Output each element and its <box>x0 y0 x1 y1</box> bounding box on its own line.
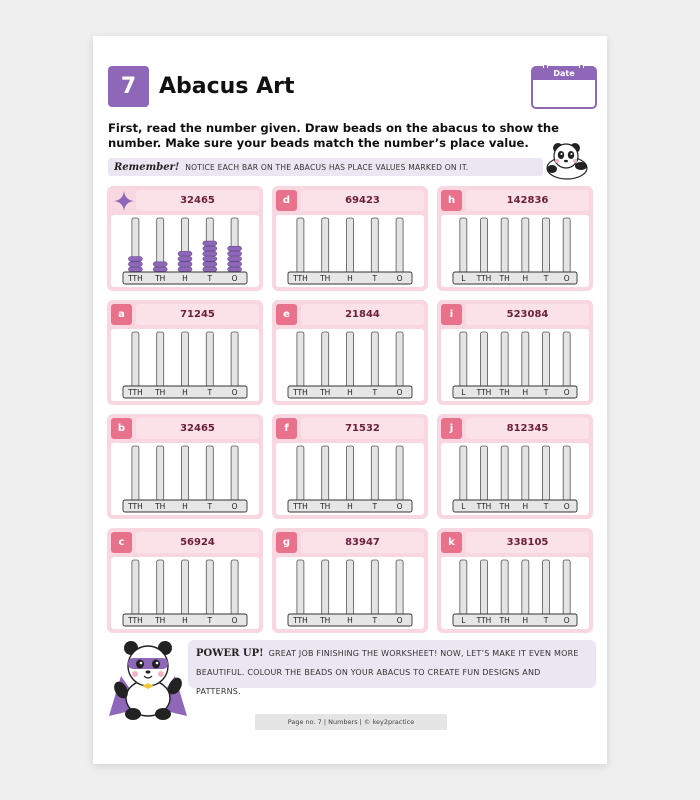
abacus-rod <box>206 332 213 387</box>
abacus-rod <box>322 332 329 387</box>
abacus-card <box>107 300 263 405</box>
abacus-card <box>107 528 263 633</box>
abacus-rod <box>481 560 488 615</box>
abacus-rod <box>396 218 403 273</box>
abacus-area[interactable] <box>111 443 259 515</box>
abacus-area[interactable] <box>276 329 424 401</box>
place-value-label: O <box>231 502 238 511</box>
place-value-label: T <box>372 274 378 283</box>
place-value-label: TTH <box>476 388 492 397</box>
place-value-label: H <box>522 616 529 625</box>
abacus-rod <box>347 446 354 501</box>
powerup-text: GREAT JOB FINISHING THE WORKSHEET! NOW, LET’S MAKE IT EVEN MORE BEAUTIFUL. COLOUR THE BEADS ON YOUR ABACUS TO CREATE FUN DESIGNS AND PATTERNS. <box>196 649 579 696</box>
abacus-rod <box>563 218 570 273</box>
card-number: 812345 <box>466 418 589 439</box>
abacus-bead <box>178 251 192 256</box>
abacus-bead <box>128 267 142 272</box>
place-value-label: H <box>182 388 188 397</box>
place-value-label: O <box>396 274 403 283</box>
abacus <box>276 557 424 629</box>
place-value-label: L <box>461 616 466 625</box>
panda-icon <box>541 136 591 180</box>
abacus-card <box>272 414 428 519</box>
card-number: 32465 <box>136 190 259 211</box>
place-value-label: H <box>182 274 188 283</box>
abacus-rod <box>182 332 189 387</box>
activity-number-badge: 7 <box>108 66 149 107</box>
abacus-rod <box>481 332 488 387</box>
place-value-label: H <box>347 502 353 511</box>
place-value-label: T <box>543 274 549 283</box>
abacus <box>276 329 424 401</box>
abacus-area[interactable] <box>276 557 424 629</box>
abacus-rod <box>297 560 304 615</box>
card-number: 21844 <box>301 304 424 325</box>
place-value-label: T <box>372 616 378 625</box>
card-number: 71245 <box>136 304 259 325</box>
abacus-rod <box>481 446 488 501</box>
place-value-label: H <box>347 616 353 625</box>
abacus-card <box>437 528 593 633</box>
place-value-label: TTH <box>293 616 308 625</box>
place-value-label: TH <box>320 274 331 283</box>
abacus-card <box>437 300 593 405</box>
card-letter-badge: c <box>111 532 132 553</box>
place-value-label: H <box>522 274 529 283</box>
date-label: Date <box>533 68 595 80</box>
place-value-label: TH <box>155 502 166 511</box>
place-value-label: T <box>543 388 549 397</box>
abacus-base <box>453 500 577 512</box>
abacus-bead <box>203 257 217 262</box>
place-value-label: L <box>461 274 466 283</box>
powerup-box <box>188 640 596 696</box>
remember-banner <box>108 158 543 176</box>
abacus-rod <box>396 560 403 615</box>
place-value-label: TTH <box>128 388 143 397</box>
abacus-bead <box>228 257 242 262</box>
abacus-rod <box>132 446 139 501</box>
abacus-bead <box>203 241 217 246</box>
abacus-card <box>437 414 593 519</box>
abacus-rod <box>206 560 213 615</box>
abacus-rod <box>206 446 213 501</box>
abacus <box>276 215 424 287</box>
abacus-bead <box>153 262 167 267</box>
place-value-label: H <box>347 388 353 397</box>
abacus-rod <box>543 446 550 501</box>
abacus-bead <box>178 267 192 272</box>
abacus-rod <box>501 218 508 273</box>
place-value-label: H <box>182 502 188 511</box>
place-value-label: TTH <box>476 616 492 625</box>
place-value-label: TH <box>320 616 331 625</box>
abacus <box>441 215 589 287</box>
abacus-rod <box>231 446 238 501</box>
place-value-label: T <box>207 388 213 397</box>
abacus-rod <box>231 560 238 615</box>
place-value-label: O <box>396 388 403 397</box>
card-number: 83947 <box>301 532 424 553</box>
place-value-label: T <box>207 274 213 283</box>
abacus <box>111 329 259 401</box>
abacus-rod <box>297 332 304 387</box>
abacus-rod <box>501 560 508 615</box>
card-letter-badge: f <box>276 418 297 439</box>
place-value-label: O <box>563 616 570 625</box>
abacus-bead <box>178 262 192 267</box>
abacus-rod <box>322 560 329 615</box>
abacus-rod <box>347 560 354 615</box>
place-value-label: TTH <box>128 274 143 283</box>
place-value-label: H <box>347 274 353 283</box>
card-number: 32465 <box>136 418 259 439</box>
card-letter-badge: j <box>441 418 462 439</box>
abacus-card <box>272 528 428 633</box>
abacus-rod <box>297 218 304 273</box>
abacus-rod <box>563 446 570 501</box>
place-value-label: TH <box>499 616 510 625</box>
card-number: 338105 <box>466 532 589 553</box>
abacus-rod <box>182 560 189 615</box>
abacus-rod <box>322 218 329 273</box>
abacus <box>441 557 589 629</box>
place-value-label: TH <box>155 616 166 625</box>
place-value-label: L <box>461 388 466 397</box>
place-value-label: TTH <box>293 502 308 511</box>
sparkle-icon <box>113 190 135 212</box>
abacus-rod <box>522 560 529 615</box>
place-value-label: T <box>207 502 213 511</box>
place-value-label: L <box>461 502 466 511</box>
abacus <box>111 215 259 287</box>
abacus-area[interactable] <box>441 557 589 629</box>
abacus-rod <box>522 332 529 387</box>
abacus <box>111 557 259 629</box>
superhero-panda-icon <box>103 636 193 722</box>
place-value-label: TTH <box>293 388 308 397</box>
abacus-rod <box>371 560 378 615</box>
abacus-rod <box>371 218 378 273</box>
abacus-rod <box>460 332 467 387</box>
place-value-label: T <box>543 616 549 625</box>
card-letter-badge: b <box>111 418 132 439</box>
abacus-rod <box>132 332 139 387</box>
powerup-tag: POWER UP! <box>196 648 264 659</box>
abacus-base <box>453 386 577 398</box>
card-number: 71532 <box>301 418 424 439</box>
abacus-card <box>107 186 263 291</box>
abacus <box>441 329 589 401</box>
card-letter-badge: k <box>441 532 462 553</box>
abacus-card <box>437 186 593 291</box>
abacus-rod <box>347 332 354 387</box>
place-value-label: TH <box>155 388 166 397</box>
abacus-card <box>272 186 428 291</box>
abacus-rod <box>460 218 467 273</box>
abacus-rod <box>396 446 403 501</box>
place-value-label: T <box>543 502 549 511</box>
abacus-rod <box>460 560 467 615</box>
card-letter-badge: d <box>276 190 297 211</box>
abacus-rod <box>182 446 189 501</box>
remember-tag: Remember! <box>114 161 180 173</box>
page-footer: Page no. 7 | Numbers | © key2practice <box>255 714 447 730</box>
abacus-area[interactable] <box>276 215 424 287</box>
abacus-base <box>453 614 577 626</box>
abacus-bead <box>228 267 242 272</box>
card-number: 142836 <box>466 190 589 211</box>
abacus-rod <box>322 446 329 501</box>
place-value-label: TH <box>320 388 331 397</box>
abacus-rod <box>543 332 550 387</box>
abacus-bead <box>228 246 242 251</box>
page-title: Abacus Art <box>159 74 295 99</box>
abacus <box>111 443 259 515</box>
abacus-rod <box>563 332 570 387</box>
abacus-rod <box>157 560 164 615</box>
instructions: First, read the number given. Draw beads on the abacus to show the number. Make sure your beads match the number’s place value. <box>108 121 559 150</box>
place-value-label: O <box>231 388 238 397</box>
card-number: 69423 <box>301 190 424 211</box>
card-letter-badge: e <box>276 304 297 325</box>
abacus-rod <box>563 560 570 615</box>
place-value-label: O <box>563 274 570 283</box>
place-value-label: O <box>396 616 403 625</box>
abacus-rod <box>371 332 378 387</box>
abacus-rod <box>543 218 550 273</box>
abacus-bead <box>203 267 217 272</box>
worksheet-page <box>93 36 607 764</box>
place-value-label: TH <box>155 274 166 283</box>
card-number: 523084 <box>466 304 589 325</box>
abacus-rod <box>132 560 139 615</box>
place-value-label: TTH <box>128 616 143 625</box>
abacus-rod <box>371 446 378 501</box>
card-number: 56924 <box>136 532 259 553</box>
abacus-base <box>453 272 577 284</box>
abacus-area[interactable] <box>441 329 589 401</box>
card-letter-badge: g <box>276 532 297 553</box>
card-letter-badge: a <box>111 304 132 325</box>
abacus-rod <box>543 560 550 615</box>
abacus-area[interactable] <box>441 215 589 287</box>
date-field[interactable] <box>531 66 597 109</box>
abacus-bead <box>128 262 142 267</box>
abacus-bead <box>128 257 142 262</box>
abacus-bead <box>203 251 217 256</box>
abacus-rod <box>522 218 529 273</box>
abacus-bead <box>203 246 217 251</box>
place-value-label: H <box>522 388 529 397</box>
remember-text: NOTICE EACH BAR ON THE ABACUS HAS PLACE VALUES MARKED ON IT. <box>185 162 469 172</box>
abacus-bead <box>203 262 217 267</box>
place-value-label: H <box>522 502 529 511</box>
abacus-bead <box>178 257 192 262</box>
place-value-label: O <box>231 274 238 283</box>
abacus-card <box>107 414 263 519</box>
place-value-label: T <box>207 616 213 625</box>
abacus-bead <box>228 251 242 256</box>
card-letter-badge: h <box>441 190 462 211</box>
abacus-area[interactable] <box>111 557 259 629</box>
place-value-label: TTH <box>293 274 308 283</box>
place-value-label: TTH <box>128 502 143 511</box>
abacus-rod <box>157 446 164 501</box>
abacus-rod <box>481 218 488 273</box>
place-value-label: O <box>563 502 570 511</box>
abacus-area[interactable] <box>276 443 424 515</box>
place-value-label: TH <box>499 274 510 283</box>
place-value-label: T <box>372 388 378 397</box>
abacus-rod <box>297 446 304 501</box>
abacus-rod <box>460 446 467 501</box>
place-value-label: T <box>372 502 378 511</box>
abacus-rod <box>347 218 354 273</box>
card-letter-badge: i <box>441 304 462 325</box>
abacus-rod <box>522 446 529 501</box>
abacus-bead <box>228 262 242 267</box>
place-value-label: O <box>563 388 570 397</box>
abacus-rod <box>501 332 508 387</box>
abacus-rod <box>396 332 403 387</box>
abacus-area[interactable] <box>111 215 259 287</box>
abacus-rod <box>157 332 164 387</box>
place-value-label: TTH <box>476 502 492 511</box>
place-value-label: TH <box>320 502 331 511</box>
abacus <box>441 443 589 515</box>
abacus-card <box>272 300 428 405</box>
place-value-label: O <box>396 502 403 511</box>
place-value-label: H <box>182 616 188 625</box>
place-value-label: O <box>231 616 238 625</box>
abacus-area[interactable] <box>111 329 259 401</box>
place-value-label: TTH <box>476 274 492 283</box>
place-value-label: TH <box>499 388 510 397</box>
abacus-rod <box>501 446 508 501</box>
abacus-bead <box>153 267 167 272</box>
place-value-label: TH <box>499 502 510 511</box>
abacus-rod <box>231 332 238 387</box>
abacus <box>276 443 424 515</box>
abacus-area[interactable] <box>441 443 589 515</box>
